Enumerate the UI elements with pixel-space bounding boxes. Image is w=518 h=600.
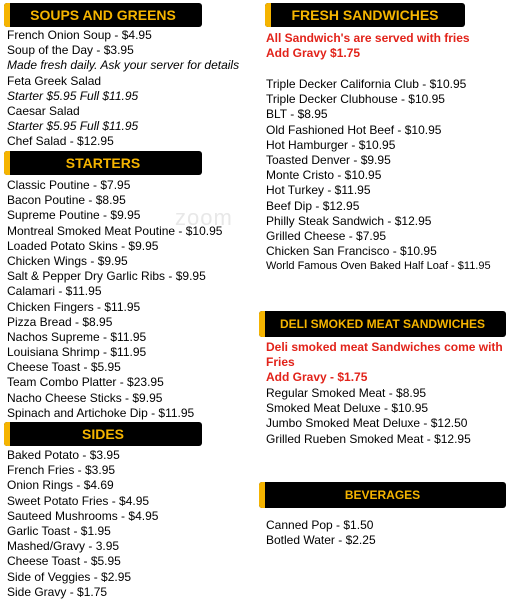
deli-note-fries: Deli smoked meat Sandwiches come with Fries [266, 340, 503, 369]
menu-item: Mashed/Gravy - 3.95 [7, 539, 120, 554]
soups-list [7, 28, 239, 150]
menu-item: Chicken Wings - $9.95 [7, 253, 128, 268]
menu-item: Chef Salad - $12.95 [7, 134, 114, 149]
starters-title: STARTERS [65, 155, 141, 171]
header-accent [259, 482, 265, 508]
menu-item: Botled Water - $2.25 [266, 533, 376, 548]
sides-title: SIDES [81, 426, 124, 442]
menu-item: Salt & Pepper Dry Garlic Ribs - $9.95 [7, 269, 206, 284]
menu-item: French Onion Soup - $4.95 [7, 28, 152, 42]
menu-item: Sauteed Mushrooms - $4.95 [7, 508, 159, 523]
menu-item: Grilled Rueben Smoked Meat - $12.95 [266, 431, 471, 446]
menu-item: Chicken San Francisco - $10.95 [266, 244, 437, 259]
menu-item: BLT - $8.95 [266, 107, 328, 122]
menu-item: Triple Decker California Club - $10.95 [266, 77, 467, 91]
menu-item: Beef Dip - $12.95 [266, 198, 360, 213]
menu-item: Sweet Potato Fries - $4.95 [7, 493, 150, 508]
menu-item: Cheese Toast - $5.95 [7, 360, 121, 375]
sandwiches-header [265, 3, 465, 27]
menu-item: Montreal Smoked Meat Poutine - $10.95 [7, 223, 223, 238]
menu-item: Hot Hamburger - $10.95 [266, 137, 396, 152]
menu-item: Canned Pop - $1.50 [266, 518, 374, 532]
sandwiches-title: FRESH SANDWICHES [291, 7, 439, 23]
menu-item: Spinach and Artichoke Dip - $11.95 [7, 405, 195, 420]
menu-price-note: Starter $5.95 Full $11.95 [7, 88, 139, 103]
menu-price-note: Starter $5.95 Full $11.95 [7, 119, 139, 134]
starters-header [4, 151, 202, 175]
menu-item: Regular Smoked Meat - $8.95 [266, 386, 427, 400]
header-accent [4, 151, 10, 175]
header-accent [4, 3, 10, 27]
menu-item: Philly Steak Sandwich - $12.95 [266, 213, 432, 228]
menu-item: Smoked Meat Deluxe - $10.95 [266, 401, 429, 416]
menu-item: Toasted Denver - $9.95 [266, 152, 391, 167]
menu-item: Supreme Poutine - $9.95 [7, 208, 141, 223]
menu-item: Chicken Fingers - $11.95 [7, 299, 141, 314]
menu-item: Side Gravy - $1.75 [7, 584, 108, 599]
menu-item: Pizza Bread - $8.95 [7, 314, 113, 329]
sandwiches-note-gravy: Add Gravy $1.75 [266, 46, 361, 60]
beverages-header [259, 482, 506, 508]
menu-item: Monte Cristo - $10.95 [266, 168, 382, 183]
menu-item: Nachos Supreme - $11.95 [7, 329, 147, 344]
starters-list [7, 178, 222, 421]
menu-item: Louisiana Shrimp - $11.95 [7, 345, 147, 360]
menu-item: Old Fashioned Hot Beef - $10.95 [266, 122, 442, 137]
menu-item: Nacho Cheese Sticks - $9.95 [7, 390, 163, 405]
menu-item: Calamari - $11.95 [7, 284, 102, 299]
menu-item: Baked Potato - $3.95 [7, 448, 120, 462]
deli-note [266, 340, 511, 385]
menu-item: Triple Decker Clubhouse - $10.95 [266, 92, 445, 107]
menu-item: Garlic Toast - $1.95 [7, 523, 111, 538]
menu-item: Classic Poutine - $7.95 [7, 178, 131, 192]
menu-note: Made fresh daily. Ask your server for details [7, 58, 240, 73]
menu-item: World Famous Oven Baked Half Loaf - $11.95 [266, 260, 491, 273]
sides-header [4, 422, 202, 446]
sandwiches-note-fries: All Sandwich's are served with fries [266, 31, 470, 45]
sandwiches-list [266, 77, 491, 274]
watermark: zoom [175, 205, 233, 230]
beverages-title: BEVERAGES [344, 488, 421, 502]
beverages-list [266, 518, 376, 548]
soups-header [4, 3, 202, 27]
deli-note-gravy: Add Gravy - $1.75 [266, 370, 368, 384]
header-accent [259, 311, 265, 337]
menu-item: Grilled Cheese - $7.95 [266, 228, 387, 243]
header-accent [265, 3, 271, 27]
menu-item: Bacon Poutine - $8.95 [7, 193, 126, 208]
menu-item: Hot Turkey - $11.95 [266, 183, 371, 198]
deli-list [266, 386, 471, 447]
deli-title: DELI SMOKED MEAT SANDWICHES [279, 317, 486, 331]
header-accent [4, 422, 10, 446]
deli-header [259, 311, 506, 337]
menu-item: Onion Rings - $4.69 [7, 478, 114, 493]
sides-list [7, 448, 158, 600]
menu-item: Team Combo Platter - $23.95 [7, 375, 164, 390]
menu-item: Loaded Potato Skins - $9.95 [7, 238, 159, 253]
menu-item: Soup of the Day - $3.95 [7, 43, 134, 58]
sandwiches-note [266, 31, 511, 61]
soups-title: SOUPS AND GREENS [30, 7, 176, 23]
menu-item: Caesar Salad [7, 103, 80, 118]
menu-item: French Fries - $3.95 [7, 463, 116, 478]
menu-item: Side of Veggies - $2.95 [7, 569, 132, 584]
menu-item: Jumbo Smoked Meat Deluxe - $12.50 [266, 416, 468, 431]
menu-item: Feta Greek Salad [7, 73, 102, 88]
menu-item: Cheese Toast - $5.95 [7, 554, 121, 569]
